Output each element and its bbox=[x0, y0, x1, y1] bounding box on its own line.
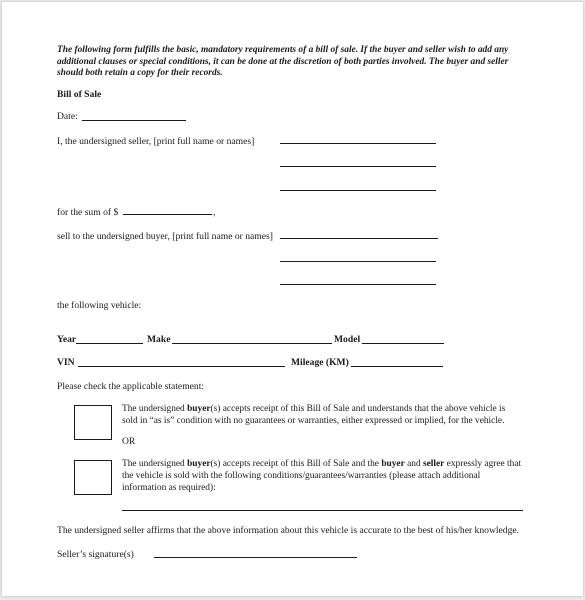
vehicle-label: the following vehicle: bbox=[57, 300, 142, 311]
conditions-field-line[interactable] bbox=[122, 510, 523, 511]
option-2-mid-2: and bbox=[404, 459, 423, 469]
option-1-pre: The undersigned bbox=[122, 404, 188, 414]
check-prompt: Please check the applicable statement: bbox=[57, 381, 205, 392]
option-2-line-3: information as required): bbox=[122, 482, 216, 493]
option-2-post: expressly agree that bbox=[444, 459, 522, 469]
form-title: Bill of Sale bbox=[57, 89, 102, 100]
option-2-buyer-2: buyer bbox=[381, 459, 405, 469]
option-2-line-1 bbox=[122, 459, 542, 471]
sum-comma: , bbox=[213, 207, 216, 218]
year-field-line[interactable] bbox=[76, 343, 143, 344]
option-2-line-2: the vehicle is sold with the following conditions/guarantees/warranties (please attach additional bbox=[122, 470, 481, 481]
intro-paragraph bbox=[57, 45, 537, 80]
vin-field-line[interactable] bbox=[78, 366, 285, 367]
or-label: OR bbox=[122, 436, 136, 447]
option-1-post: (s) accepts receipt of this Bill of Sale and understands that the above vehicle is bbox=[210, 404, 506, 414]
option-1-buyer: buyer bbox=[187, 404, 211, 414]
option-2-text bbox=[122, 459, 542, 494]
option-2-seller: seller bbox=[422, 459, 445, 469]
option-1-text bbox=[122, 404, 542, 428]
seller-name-line-3[interactable] bbox=[280, 190, 436, 191]
date-label: Date: bbox=[57, 111, 78, 122]
buyer-name-line-3[interactable] bbox=[280, 284, 436, 285]
seller-name-label: I, the undersigned seller, [print full name or names] bbox=[57, 136, 255, 147]
affirmation-text: The undersigned seller affirms that the above information about this vehicle is accurate to the best of his/her knowledge. bbox=[57, 525, 520, 536]
intro-line-3: should both retain a copy for their records. bbox=[57, 68, 223, 79]
make-field-line[interactable] bbox=[172, 343, 332, 344]
buyer-name-line-1[interactable] bbox=[280, 238, 438, 239]
mileage-label: Mileage (KM) bbox=[291, 357, 349, 368]
bill-of-sale-page bbox=[2, 2, 583, 596]
vin-label: VIN bbox=[57, 357, 75, 368]
signature-line[interactable] bbox=[154, 557, 357, 558]
option-1-line-1 bbox=[122, 404, 542, 416]
sum-label: for the sum of $ bbox=[57, 207, 119, 218]
seller-name-line-2[interactable] bbox=[280, 166, 436, 167]
option-1-checkbox[interactable] bbox=[74, 405, 112, 440]
mileage-field-line[interactable] bbox=[351, 366, 443, 367]
buyer-name-line-2[interactable] bbox=[280, 261, 436, 262]
option-1-line-2: sold in “as is” condition with no guarantees or warranties, either expressed or implied, for the vehicle. bbox=[122, 415, 505, 426]
option-2-mid-1: (s) accepts receipt of this Bill of Sale and the bbox=[210, 459, 382, 469]
buyer-name-label: sell to the undersigned buyer, [print full name or names] bbox=[57, 231, 273, 242]
intro-line-2: additional clauses or special conditions, it can be done at the discretion of both parties involved. The buyer and seller bbox=[57, 56, 509, 67]
option-2-buyer: buyer bbox=[187, 459, 211, 469]
year-label: Year bbox=[57, 334, 77, 345]
date-field-line[interactable] bbox=[82, 120, 186, 121]
option-2-pre: The undersigned bbox=[122, 459, 188, 469]
model-field-line[interactable] bbox=[362, 343, 444, 344]
sum-field-line[interactable] bbox=[123, 214, 212, 215]
seller-name-line-1[interactable] bbox=[280, 143, 436, 144]
model-label: Model bbox=[334, 334, 361, 345]
option-2-checkbox[interactable] bbox=[74, 460, 112, 495]
intro-line-1: The following form fulfills the basic, mandatory requirements of a bill of sale. If the buyer and seller wish to add any bbox=[57, 45, 509, 55]
make-label: Make bbox=[147, 334, 171, 345]
signature-label: Seller’s signature(s) bbox=[57, 549, 134, 560]
